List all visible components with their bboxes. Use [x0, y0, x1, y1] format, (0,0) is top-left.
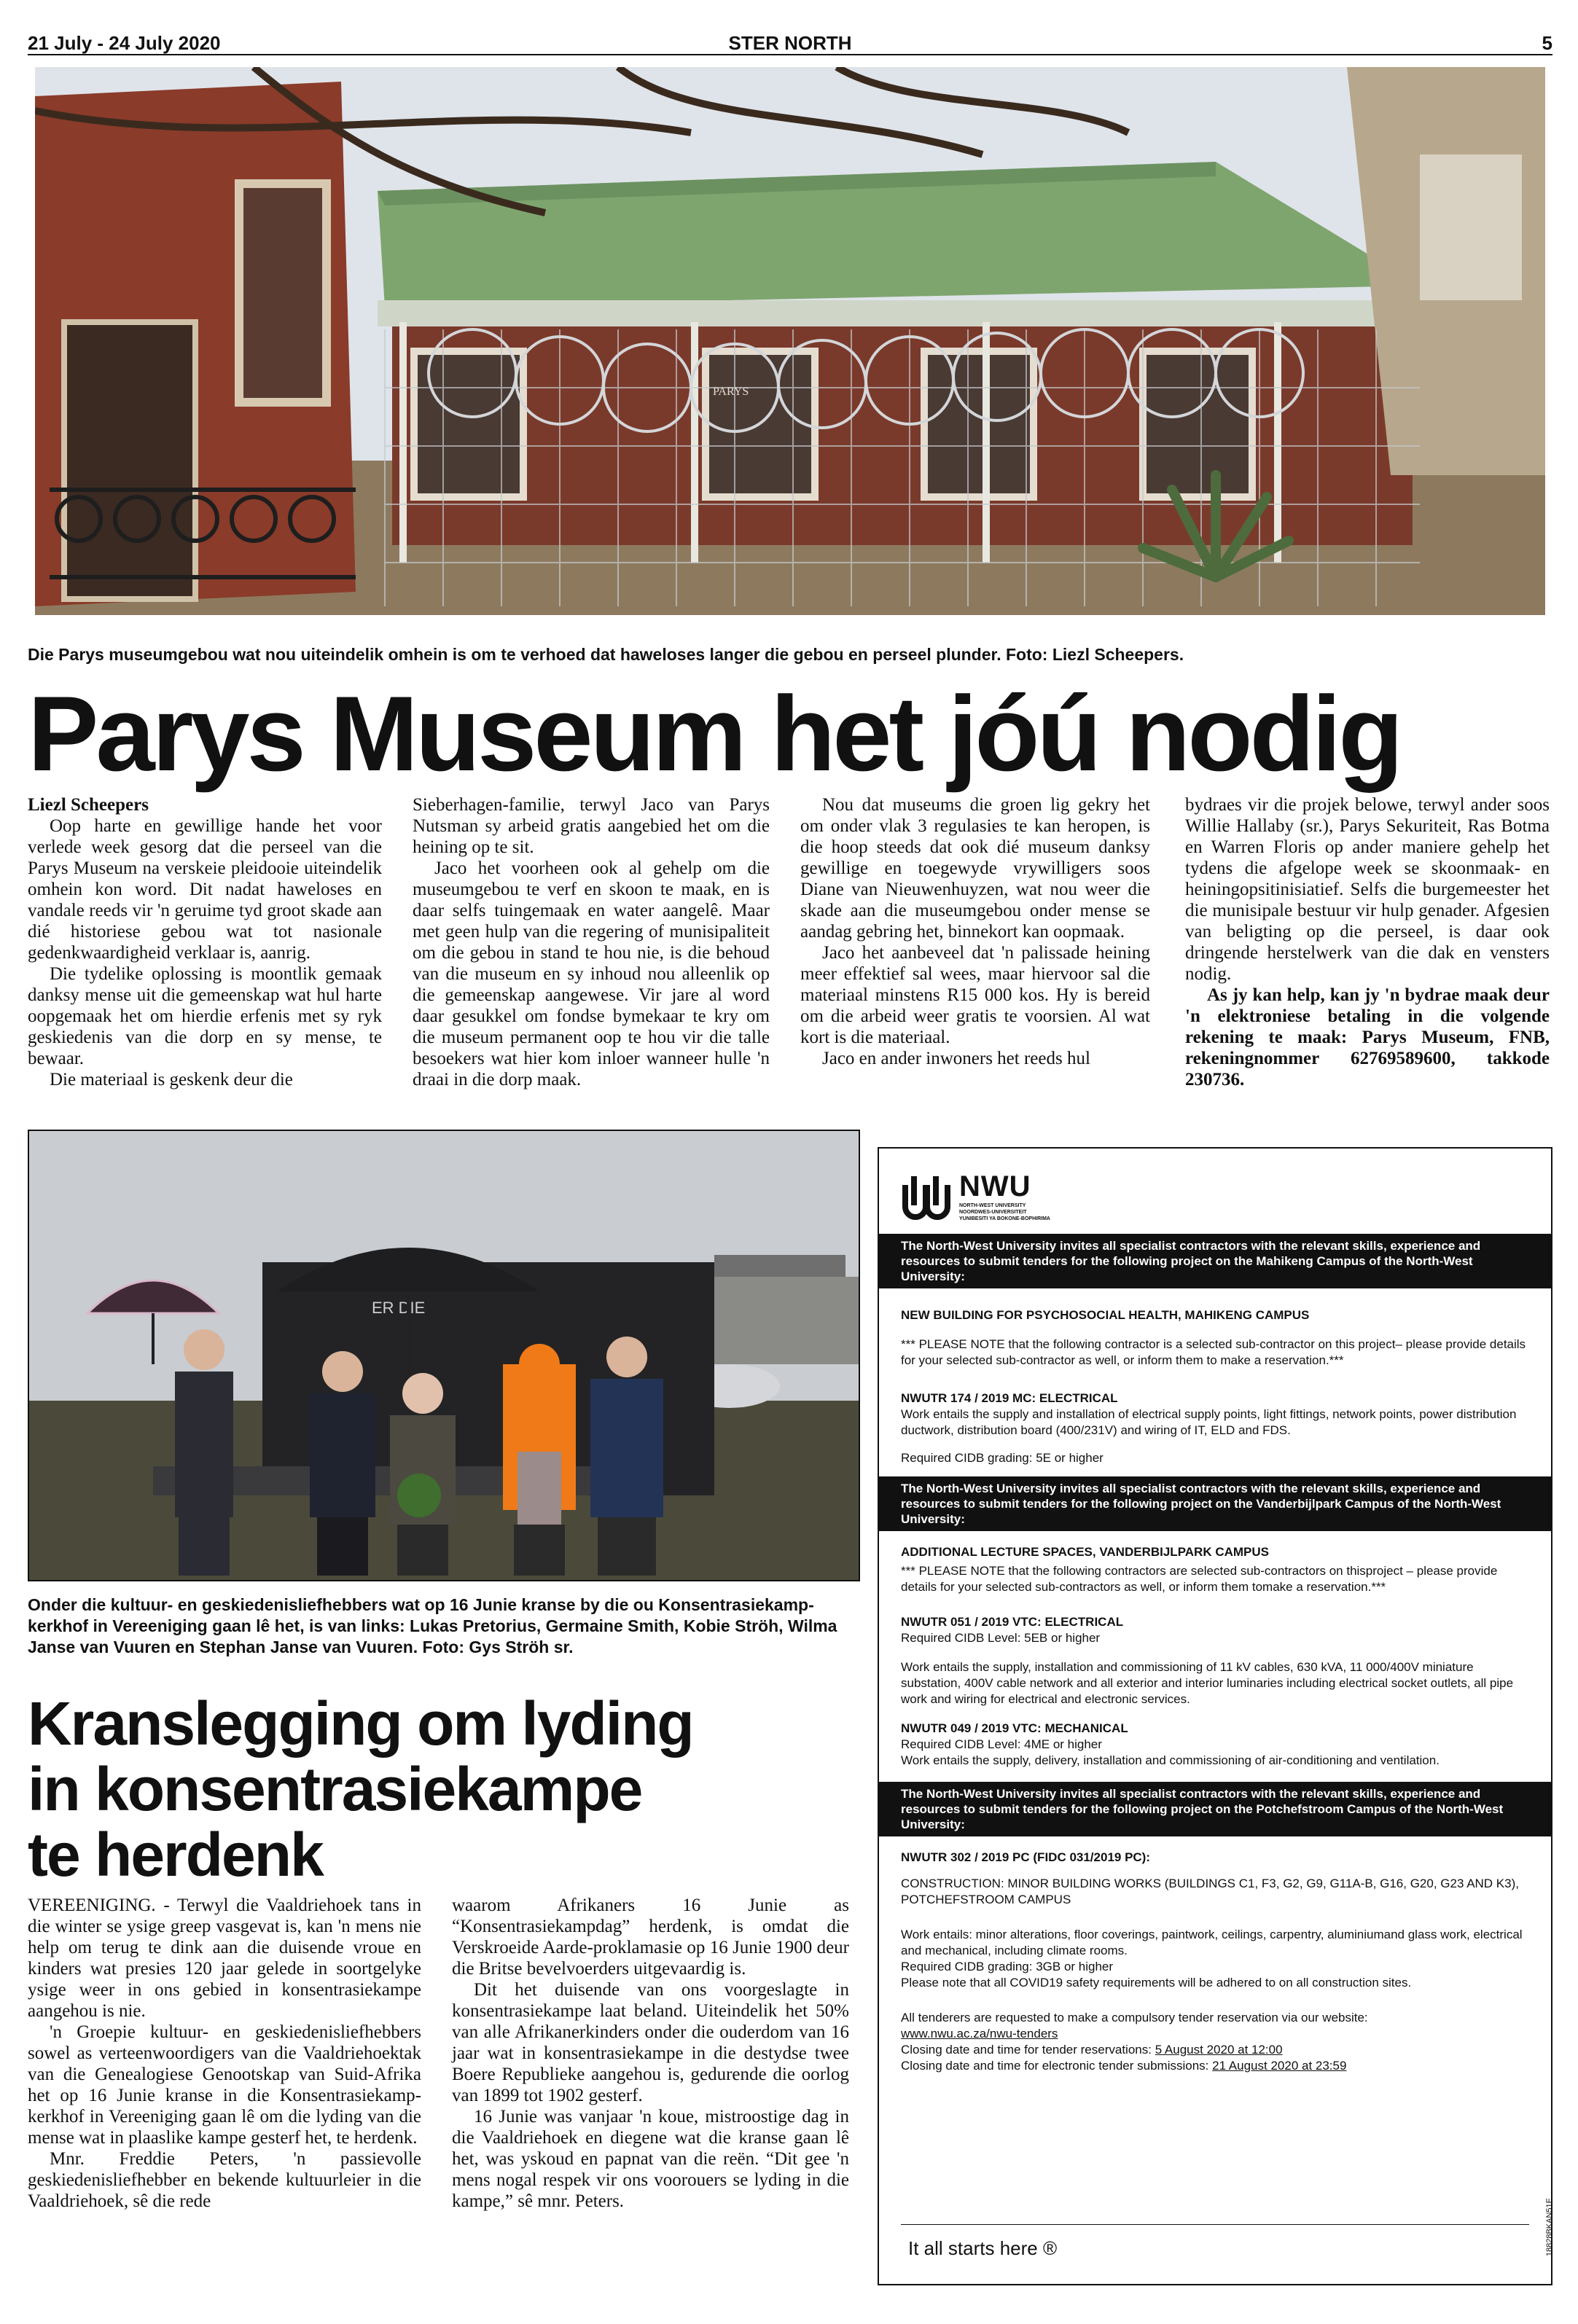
- nwu-tender-advert: [878, 1147, 1552, 2285]
- page-header: [28, 28, 1552, 54]
- tender-number: NWUTR 051 / 2019 VTC: ELECTRICAL: [901, 1615, 1124, 1629]
- nwu-logo-sub: YUNIBESITI YA BOKONE-BOPHIRIMA: [959, 1216, 1050, 1221]
- story1-paragraph: bydraes vir die projek belowe, terwyl ander soos Willie Hallaby (sr.), Parys Sekuriteit, Ras Botma en Warren Floris op ander maniere gehelp het tydens die afgelope week se skoonmaak- en heiningopsitinisiatief. Selfs die burgemeester het die munisipale bestuur vir hulp genader. Afgesien van beligting op die perseel, is daar ook dringende herstelwerk van die dak en vensters nodig.: [1185, 795, 1550, 984]
- story1-paragraph: Die tydelike oplossing is moontlik gemaak danksy mense uit die gemeenskap wat hul harte oopgemaak het om hierdie erfenis met sy ryk geskiedenis van die dorp en sy mense, te bewaar.: [28, 964, 382, 1068]
- story1-column-1: [28, 794, 382, 1090]
- header-rule: [28, 54, 1552, 55]
- potchefstroom-project-title: CONSTRUCTION: MINOR BUILDING WORKS (BUILDINGS C1, F3, G2, G9, G11A-B, G16, G20, G23 AND K3), POTCHEFSTROOM CAMPUS: [901, 1877, 1519, 1906]
- story1-headline: Parys Museum het jóú nodig: [28, 674, 1401, 793]
- story1-byline: Liezl Scheepers: [28, 795, 149, 815]
- slogan-rule: [901, 2224, 1529, 2225]
- story2-paragraph: 16 Junie was vanjaar 'n koue, mistroostige dag in die Vaaldriehoek en diegene wat die kranse gaan lê het, was yskoud en papnat van die reën. “Dit gee 'n mens nogal respek vir ons voorouers se lyding in die kampe,” sê mnr. Peters.: [452, 2107, 849, 2211]
- reservation-intro: All tenderers are requested to make a compulsory tender reservation via our website:: [901, 2011, 1368, 2024]
- monument-text: ER DIE: [372, 1299, 426, 1317]
- page-number: 5: [1542, 32, 1552, 54]
- closing-reservations-date: 5 August 2020 at 12:00: [1155, 2043, 1283, 2057]
- story1-column-3: [800, 794, 1150, 1069]
- mahikeng-project-title: NEW BUILDING FOR PSYCHOSOCIAL HEALTH, MAHIKENG CAMPUS: [901, 1308, 1310, 1322]
- tender-number: NWUTR 049 / 2019 VTC: MECHANICAL: [901, 1721, 1128, 1735]
- story2-paragraph: VEREENIGING. - Terwyl die Vaaldriehoek tans in die winter se ysige greep vasgevat is, kan 'n mens nie help om terug te dink aan die duisende vroue en kinders wat presies 120 jaar gelede in soortgelyke ysige weer in ons gebied in konsentrasiekampe aangehou is nie.: [28, 1895, 421, 2021]
- closing-reservations: Closing date and time for tender reservations: 5 August 2020 at 12:00: [901, 2043, 1283, 2057]
- story1-paragraph: Jaco het aanbeveel dat 'n palissade heining meer effektief sal wees, maar hiervoor sal die materiaal minstens R15 000 kos. Hy is bereid om die arbeid weer gratis te voorsien. Al wat kort is die materiaal.: [800, 943, 1150, 1047]
- tender-description: Work entails: minor alterations, floor coverings, paintwork, ceilings, carpentry, aluminiumand glass work, electrical and mechanical, including climate rooms.: [901, 1928, 1523, 1957]
- potchefstroom-tender-number: NWUTR 302 / 2019 PC (FIDC 031/2019 PC):: [901, 1850, 1151, 1864]
- museum-sign-text: PARYS: [713, 386, 749, 398]
- story1-paragraph: Sieberhagen-familie, terwyl Jaco van Parys Nutsman sy arbeid gratis aangebied het om die heining op te sit.: [413, 795, 770, 857]
- story2-paragraph: Dit het duisende van ons voorgeslagte in konsentrasiekampe laat beland. Uiteindelik het 50% van alle Afrikanerkinders onder die ouderdom van 16 jaar wat in konsentrasiekampe in die destydse twee Boere Republieke aangehou is, gedurende die oorlog van 1899 tot 1902 gesterf.: [452, 1980, 849, 2105]
- tender-cidb: Required CIDB Level: 5EB or higher: [901, 1631, 1101, 1645]
- nwu-emblem-icon: [901, 1170, 952, 1221]
- tender-cidb: Required CIDB Level: 4ME or higher: [901, 1737, 1102, 1751]
- story1-column-2: [413, 794, 770, 1090]
- story2-paragraph: Mnr. Freddie Peters, 'n passievolle geskiedenisliefhebber en bekende kultuurleier in die Vaaldriehoek, sê die rede: [28, 2149, 421, 2211]
- vanderbijlpark-note: *** PLEASE NOTE that the following contractors are selected sub-contractors on thisproject – please provide details for your selected sub-contractors as well, or inform them tomake a reservation.***: [901, 1564, 1498, 1594]
- story2-headline-line: in konsentrasiekampe: [28, 1755, 642, 1823]
- story1-paragraph: Oop harte en gewillige hande het voor verlede week gesorg dat die perseel van die Parys Museum na verskeie pleidooie uiteindelik omhein kon word. Dit nadat haweloses en vandale reeds vir 'n geruime tyd groot skade aan dié historiese gebou wat tot nasionale gedenkwaardigheid verklaar is, aanrig.: [28, 816, 382, 963]
- tender-cidb: Required CIDB grading: 5E or higher: [901, 1451, 1104, 1465]
- vanderbijlpark-invitation-bar: The North-West University invites all specialist contractors with the relevant skills, experience and resources to submit tenders for the following project on the Vanderbijlpark Campus of the North-West University:: [879, 1476, 1551, 1531]
- tender-description: Work entails the supply and installation of electrical supply points, light fittings, network points, power distribution ductwork, distribution board (400/231V) and wiring of IT, ELD and FDS.: [901, 1407, 1517, 1437]
- nwu-slogan: It all starts here ®: [908, 2237, 1058, 2259]
- story1-paragraph: Die materiaal is geskenk deur die: [50, 1070, 293, 1089]
- story2-column-2: [452, 1895, 849, 2212]
- closing-submissions-date: 21 August 2020 at 23:59: [1212, 2059, 1347, 2073]
- story1-paragraph: Nou dat museums die groen lig gekry het om onder vlak 3 regulasies te kan heropen, is die hoop steeds dat ook dié museum danksy gewillige en toegewyde vrywilligers soos Diane van Nieuwenhuyzen, wat nou weer die skade aan die museumgebou onder mense se aandag gebring het, binnekort kan oopmaak.: [800, 795, 1150, 942]
- mahikeng-note: *** PLEASE NOTE that the following contractor is a selected sub-contractor on this project– please provide details for your selected sub-contractor as well, or inform them to make a reservation.***: [901, 1337, 1526, 1367]
- closing-submissions: Closing date and time for electronic tender submissions: 21 August 2020 at 23:59: [901, 2059, 1347, 2073]
- tender-description: Work entails the supply, delivery, installation and commissioning of air-conditioning and ventilation.: [901, 1753, 1440, 1767]
- tender-number: NWUTR 174 / 2019 MC: ELECTRICAL: [901, 1391, 1118, 1405]
- tender-cidb: Required CIDB grading: 3GB or higher: [901, 1960, 1114, 1973]
- story1-paragraph: Jaco en ander inwoners het reeds hul: [822, 1049, 1090, 1068]
- nwu-logo: [879, 1149, 1551, 1234]
- story2-column-1: [28, 1895, 421, 2212]
- story2-headline-line: Kranslegging om lyding: [28, 1689, 693, 1758]
- covid-note: Please note that all COVID19 safety requirements will be adhered to on all construction sites.: [901, 1976, 1412, 1990]
- nwu-logo-sub: NOORDWES-UNIVERSITEIT: [959, 1210, 1027, 1215]
- vanderbijlpark-project-title: ADDITIONAL LECTURE SPACES, VANDERBIJLPARK CAMPUS: [901, 1545, 1269, 1559]
- story2-paragraph: 'n Groepie kultuur- en geskiedenisliefhebbers sowel as verteenwoordigers van die Vaaldriehoektak van die Genealogiese Genootskap van Suid-Afrika het op 16 Junie kranse in die Konsentrasiekamp-kerkhof in Vereeniging gaan lê om die lyding van die mense wat in plaaslike kampe gesterf het, te herdenk.: [28, 2022, 421, 2148]
- issue-date: 21 July - 24 July 2020: [28, 32, 221, 54]
- story2-paragraph: waarom Afrikaners 16 Junie as “Konsentrasiekampdag” herdenk, is omdat die Verskroeide Aarde-proklamasie op 16 Junie 1900 deur die Britse bevelvoerders uitgevaardig is.: [452, 1895, 849, 1979]
- mahikeng-invitation-bar: The North-West University invites all specialist contractors with the relevant skills, experience and resources to submit tenders for the following project on the Mahikeng Campus of the North-West University:: [879, 1234, 1551, 1288]
- wreath-laying-photo: [28, 1130, 860, 1581]
- donation-details: As jy kan help, kan jy 'n bydrae maak deur 'n elektroniese betaling in die volgende rekening te maak: Parys Museum, FNB, rekeningnommer 62769589600, takkode 230736.: [1185, 985, 1550, 1089]
- story1-paragraph: Jaco het voorheen ook al gehelp om die museumgebou te verf en skoon te maak, en is daar selfs tuingemaak en water aangelê. Maar met geen hulp van die regering of munisipaliteit om die gebou in stand te hou nie, is die behoud van die museum en sy inhoud nou alleenlik op die gemeenskap aangewese. Vir jare al word daar gesukkel om fondse bymekaar te kry om die museum permanent oop te hou vir die talle besoekers wat hier kom inloer wanneer hulle 'n draai in die dorp maak.: [413, 858, 770, 1089]
- tender-website-link[interactable]: www.nwu.ac.za/nwu-tenders: [901, 2027, 1058, 2041]
- story2-headline-line: te herdenk: [28, 1820, 323, 1889]
- museum-photo-caption: Die Parys museumgebou wat nou uiteindelik omhein is om te verhoed dat haweloses langer die gebou en perseel plunder. Foto: Liezl Scheepers.: [28, 645, 1184, 664]
- tender-description: Work entails the supply, installation and commissioning of 11 kV cables, 630 kVA, 11 000/400V miniature substation, 400V cable network and all exterior and interior luminaries including electrical socket outlets, all pipe work and wiring for electrical and electronic services.: [901, 1660, 1514, 1706]
- wreath-laying-illustration: [29, 1131, 859, 1580]
- potchefstroom-invitation-bar: The North-West University invites all specialist contractors with the relevant skills, experience and resources to submit tenders for the following project on the Potchefstroom Campus of the North-West University:: [879, 1782, 1551, 1836]
- museum-photo: [35, 67, 1545, 615]
- wreath-photo-caption: Onder die kultuur- en geskiedenisliefhebbers wat op 16 Junie kranse by die ou Konsentrasiekamp-kerkhof in Vereeniging gaan lê het, is van links: Lukas Pretorius, Germaine Smith, Kobie Ströh, Wilma Janse van Vuuren en Stephan Janse van Vuuren. Foto: Gys Ströh sr.: [28, 1595, 837, 1656]
- paper-name: STER NORTH: [728, 32, 852, 54]
- nwu-logo-sub: NORTH-WEST UNIVERSITY: [959, 1203, 1026, 1208]
- nwu-logo-text: NWU: [959, 1170, 1031, 1202]
- story2-headline: [28, 1691, 866, 1887]
- story1-column-4: [1185, 794, 1550, 1090]
- ad-code: 18828BKAN51E: [1545, 2198, 1554, 2257]
- museum-photo-illustration: [35, 67, 1545, 615]
